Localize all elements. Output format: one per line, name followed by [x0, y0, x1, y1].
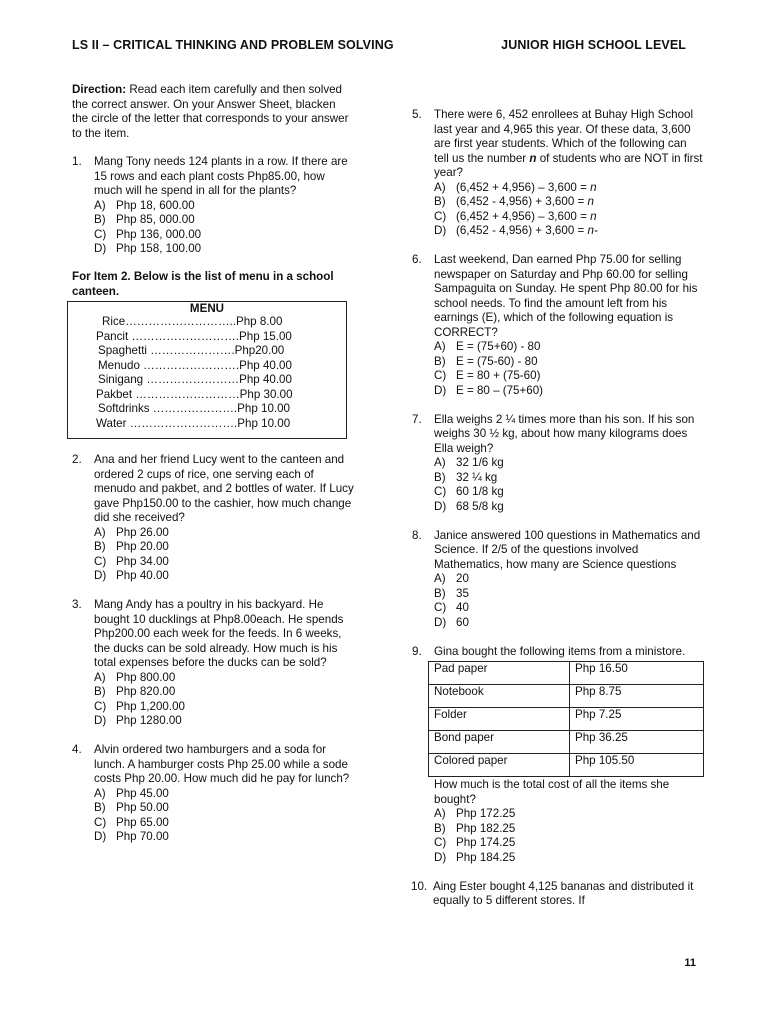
choice-a [94, 199, 354, 214]
choice-letter: D) [434, 224, 447, 237]
choice-text: Php 34.00 [116, 554, 169, 568]
choice-letter: C) [94, 227, 107, 241]
choice-a [434, 340, 704, 355]
directions [72, 83, 354, 141]
choice-c [434, 836, 704, 851]
choice-list [434, 807, 704, 865]
question-number: 8. [412, 528, 422, 542]
choice-text: Php 184.25 [456, 850, 516, 864]
choice-text: Php 172.25 [456, 807, 516, 820]
choice-text: E = 80 – (75+60) [456, 383, 544, 397]
question-5 [412, 108, 704, 239]
choice-letter: C) [434, 601, 447, 614]
choice-text: 32 ¼ kg [456, 470, 498, 484]
choice-text: (6,452 + 4,956) – 3,600 = [456, 180, 591, 194]
choice-c [94, 228, 354, 243]
question-text: Ana and her friend Lucy went to the canteen and ordered 2 cups of rice, one serving each of menudo and pakbet, and 2 bottles of water. If Lucy gave Php150.00 to the cashier, how much change did she received? [94, 453, 354, 524]
question-text: Alvin ordered two hamburgers and a soda for lunch. A hamburger costs Php 25.00 while a sode costs Php 20.00. How much did he pay for lunch? [94, 743, 350, 785]
choice-list [94, 526, 354, 584]
choice-letter: C) [94, 815, 107, 829]
choice-text: Php 800.00 [116, 670, 176, 684]
choice-letter: C) [434, 836, 447, 849]
choice-b [94, 801, 354, 816]
table-row [429, 731, 704, 754]
choice-letter: A) [434, 456, 446, 469]
variable-n: n [529, 151, 537, 165]
table-cell-item: Colored paper [429, 754, 570, 777]
table-cell-price: Php 36.25 [570, 731, 704, 754]
choice-variable: n [590, 180, 597, 194]
choice-text: Php 20.00 [116, 540, 169, 553]
choice-c [94, 700, 354, 715]
choice-letter: A) [94, 525, 106, 539]
question-7 [412, 413, 704, 515]
choice-letter: D) [94, 242, 107, 255]
choice-a [94, 671, 354, 686]
table-cell-item: Bond paper [429, 731, 570, 754]
choice-letter: D) [94, 569, 107, 582]
table-cell-price: Php 7.25 [570, 708, 704, 731]
question-number: 3. [72, 598, 82, 611]
question-number: 10. [411, 879, 428, 893]
choice-c [434, 210, 704, 225]
choice-text: 20 [456, 572, 469, 585]
choice-letter: A) [434, 340, 446, 353]
left-column [72, 83, 354, 859]
choice-text: Php 50.00 [116, 801, 169, 814]
question-6 [412, 253, 704, 398]
question-number: 1. [72, 155, 82, 168]
choice-d [94, 242, 354, 257]
choice-list [94, 671, 354, 729]
choice-letter: B) [94, 540, 106, 553]
choice-list [94, 199, 354, 257]
choice-letter: C) [94, 699, 107, 713]
choice-text: Php 18, 600.00 [116, 198, 195, 212]
choice-d [434, 616, 704, 631]
choice-b [434, 822, 704, 837]
choice-text: 32 1/6 kg [456, 456, 504, 469]
choice-b [94, 213, 354, 228]
right-column [412, 108, 704, 923]
question-text-part: of students who are NOT in first year? [434, 151, 703, 179]
choice-c [94, 816, 354, 831]
question-number: 4. [72, 743, 82, 756]
choice-letter: D) [434, 615, 447, 629]
choice-text: Php 40.00 [116, 569, 169, 582]
table-cell-price: Php 105.50 [570, 754, 704, 777]
question-number: 2. [72, 453, 82, 466]
choice-letter: C) [434, 209, 447, 223]
choice-variable: n- [587, 224, 598, 237]
question-text: Mang Andy has a poultry in his backyard. He bought 10 ducklings at Php8.00each. He spends Php200.00 each week for the feeds. In 6 weeks, the ducks can be sold already. How much is his total expenses before the ducks can be sold? [94, 598, 344, 669]
question-text: Mang Tony needs 124 plants in a row. If there are 15 rows and each plant costs Php85.00, how much will he spend in all for the plants? [94, 155, 348, 197]
choice-list [434, 181, 704, 239]
choice-b [434, 355, 704, 370]
choice-text: Php 70.00 [116, 830, 169, 843]
document-header-title: LS II – CRITICAL THINKING AND PROBLEM SOLVING [72, 38, 394, 52]
question-number: 5. [412, 108, 422, 121]
choice-text: Php 85, 000.00 [116, 213, 195, 226]
choice-text: Php 158, 100.00 [116, 242, 202, 255]
direction-text: Read each item carefully and then solved the correct answer. On your Answer Sheet, blacken the circle of the letter that corresponds to your answer to the item. [72, 83, 349, 140]
question-3 [72, 598, 354, 729]
question-text: Ella weighs 2 ¼ times more than his son. If his son weighs 30 ½ kg, about how many kilograms does Ella weigh? [434, 412, 695, 455]
question-8 [412, 529, 704, 631]
choice-d [94, 569, 354, 584]
menu-row: Sinigang ……………………Php 40.00 [98, 373, 292, 386]
choice-text: Php 45.00 [116, 786, 169, 800]
choice-list [94, 787, 354, 845]
table-cell-item: Pad paper [429, 662, 570, 685]
question-1 [72, 155, 354, 257]
choice-c [434, 485, 704, 500]
choice-letter: D) [434, 850, 447, 864]
choice-d [94, 830, 354, 845]
choice-letter: A) [94, 670, 106, 684]
choice-a [434, 807, 704, 822]
question-text-part: There were 6, 452 enrollees at Buhay High School last year and 4,965 this year. Of these data, 3,600 are first year students. Which of the following can tell us the number [434, 108, 694, 165]
choice-text: Php 1280.00 [116, 714, 182, 727]
choice-a [434, 572, 704, 587]
choice-text: Php 136, 000.00 [116, 227, 202, 241]
table-row [429, 685, 704, 708]
choice-letter: A) [434, 180, 446, 194]
choice-b [434, 587, 704, 602]
choice-text: Php 26.00 [116, 525, 169, 539]
document-header-level: JUNIOR HIGH SCHOOL LEVEL [501, 38, 686, 52]
choice-text: 60 [456, 615, 469, 629]
choice-text: 35 [456, 586, 469, 600]
choice-letter: B) [434, 821, 446, 835]
choice-c [434, 369, 704, 384]
choice-text: Php 65.00 [116, 815, 169, 829]
choice-letter: B) [434, 586, 446, 600]
choice-text: Php 1,200.00 [116, 699, 185, 713]
choice-d [434, 851, 704, 866]
choice-letter: B) [434, 354, 446, 368]
choice-a [94, 526, 354, 541]
choice-b [434, 195, 704, 210]
choice-letter: B) [434, 195, 446, 208]
question-text: Janice answered 100 questions in Mathematics and Science. If 2/5 of the questions involved Mathematics, how many are Science questions [434, 528, 701, 571]
choice-text: (6,452 + 4,956) – 3,600 = [456, 209, 591, 223]
table-row [429, 754, 704, 777]
choice-text: 40 [456, 601, 469, 614]
choice-letter: D) [434, 499, 447, 513]
choice-list [434, 340, 704, 398]
choice-text: 60 1/8 kg [456, 485, 504, 498]
question-9 [412, 645, 704, 866]
choice-text: Php 820.00 [116, 685, 176, 698]
question-10 [412, 880, 704, 909]
menu-row: Pakbet ………………………Php 30.00 [96, 387, 293, 401]
choice-letter: D) [94, 830, 107, 843]
choice-b [434, 471, 704, 486]
choice-letter: B) [434, 470, 446, 484]
choice-a [434, 456, 704, 471]
menu-row: Menudo …………………….Php 40.00 [98, 358, 292, 372]
question-2 [72, 453, 354, 584]
choice-letter: C) [434, 485, 447, 498]
table-row [429, 662, 704, 685]
ministore-price-table [428, 661, 704, 777]
menu-row: Softdrinks ………………….Php 10.00 [98, 402, 291, 415]
choice-b [94, 540, 354, 555]
choice-letter: B) [94, 213, 106, 226]
choice-d [434, 224, 704, 239]
choice-letter: C) [434, 369, 447, 382]
choice-list [434, 456, 704, 514]
choice-d [434, 500, 704, 515]
question-number: 7. [412, 412, 422, 426]
choice-a [94, 787, 354, 802]
choice-text: E = 80 + (75-60) [456, 369, 541, 382]
question-4 [72, 743, 354, 845]
question-text: Aing Ester bought 4,125 bananas and distributed it equally to 5 different stores. If [433, 879, 694, 907]
choice-text: (6,452 - 4,956) + 3,600 = [456, 195, 588, 208]
question-number: 9. [412, 644, 422, 658]
choice-text: (6,452 - 4,956) + 3,600 = [456, 224, 588, 237]
question-number: 6. [412, 253, 422, 266]
choice-text: E = (75+60) - 80 [456, 340, 541, 353]
choice-letter: A) [434, 807, 446, 820]
table-row [429, 708, 704, 731]
table-cell-price: Php 16.50 [570, 662, 704, 685]
choice-letter: D) [94, 714, 107, 727]
choice-letter: B) [94, 801, 106, 814]
choice-list [434, 572, 704, 630]
choice-c [434, 601, 704, 616]
choice-letter: B) [94, 685, 106, 698]
choice-letter: A) [94, 786, 106, 800]
table-cell-item: Notebook [429, 685, 570, 708]
menu-title: MENU [189, 302, 225, 315]
page-number: 11 [684, 957, 696, 969]
question-text-continued: How much is the total cost of all the items she bought? [434, 778, 670, 806]
choice-text: E = (75-60) - 80 [456, 354, 538, 368]
menu-row: Rice………………………..Php 8.00 [102, 315, 283, 328]
choice-text: Php 174.25 [456, 836, 516, 849]
choice-letter: D) [434, 383, 447, 397]
question-text: Gina bought the following items from a ministore. [434, 644, 686, 658]
choice-text: 68 5/8 kg [456, 499, 504, 513]
choice-letter: A) [434, 572, 446, 585]
menu-row: Pancit ……………………….Php 15.00 [96, 329, 292, 343]
table-cell-price: Php 8.75 [570, 685, 704, 708]
menu-row: Water ……………………….Php 10.00 [96, 416, 291, 430]
choice-text: Php 182.25 [456, 821, 516, 835]
canteen-menu-box [67, 301, 347, 439]
choice-letter: A) [94, 198, 106, 212]
menu-row: Spaghetti ………………….Php20.00 [98, 344, 285, 357]
choice-d [434, 384, 704, 399]
question-text: Last weekend, Dan earned Php 75.00 for selling newspaper on Saturday and Php 60.00 for selling Sampaguita on Sunday. He spent Php 80.00 for his school needs. To find the amount left from his earnings (E), which of the following equation is CORRECT? [434, 253, 698, 339]
choice-a [434, 181, 704, 196]
choice-b [94, 685, 354, 700]
item-2-note: For Item 2. Below is the list of menu in a school canteen. [72, 270, 334, 298]
choice-variable: n [590, 209, 597, 223]
choice-variable: n [587, 195, 594, 208]
choice-letter: C) [94, 554, 107, 568]
direction-label: Direction: [72, 83, 127, 96]
question-text [434, 108, 704, 181]
choice-c [94, 555, 354, 570]
table-cell-item: Folder [429, 708, 570, 731]
choice-d [94, 714, 354, 729]
